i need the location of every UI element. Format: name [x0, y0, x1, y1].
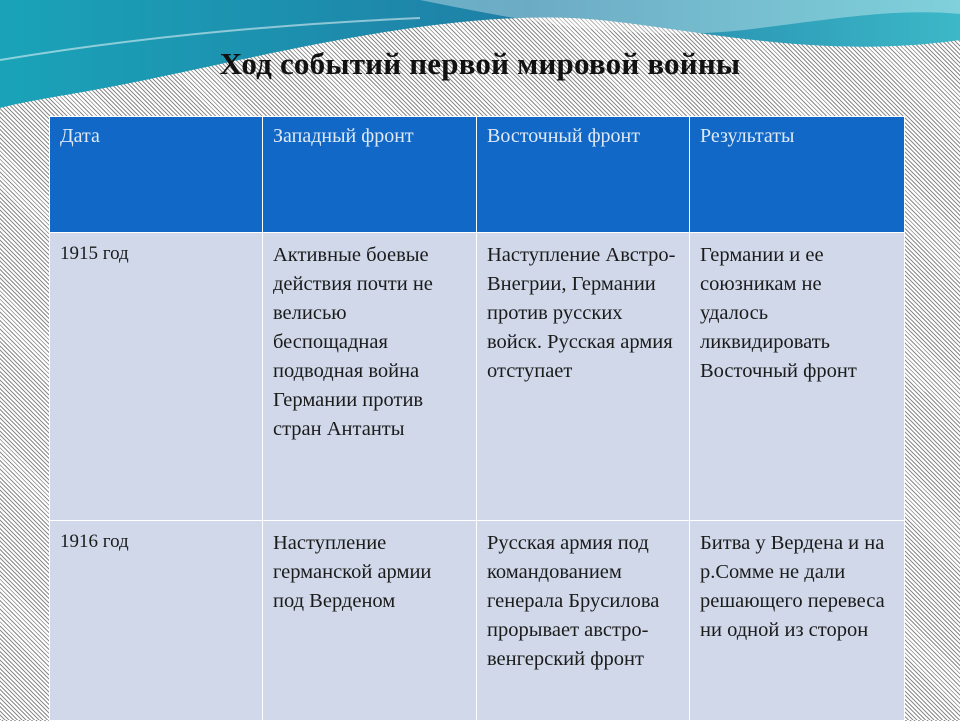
cell-east-front: Наступление Австро-Внегрии, Германии против русских войск. Русская армия отступает — [477, 233, 690, 521]
cell-results: Германии и ее союзникам не удалось ликвидировать Восточный фронт — [690, 233, 905, 521]
cell-west-front: Наступление германской армии под Верденом — [263, 521, 477, 721]
header-date: Дата — [50, 117, 263, 233]
header-east-front: Восточный фронт — [477, 117, 690, 233]
events-table — [49, 116, 905, 721]
cell-date: 1915 год — [50, 233, 263, 521]
table-row — [50, 233, 905, 521]
header-results: Результаты — [690, 117, 905, 233]
page-title: Ход событий первой мировой войны — [219, 46, 741, 81]
cell-west-front: Активные боевые действия почти не велисью беспощадная подводная война Германии против стран Антанты — [263, 233, 477, 521]
cell-results: Битва у Вердена и на р.Сомме не дали решающего перевеса ни одной из сторон — [690, 521, 905, 721]
cell-east-front: Русская армия под командованием генерала Брусилова прорывает австро-венгерский фронт — [477, 521, 690, 721]
header-west-front: Западный фронт — [263, 117, 477, 233]
cell-date: 1916 год — [50, 521, 263, 721]
table-header-row — [50, 117, 905, 233]
table-row — [50, 521, 905, 721]
